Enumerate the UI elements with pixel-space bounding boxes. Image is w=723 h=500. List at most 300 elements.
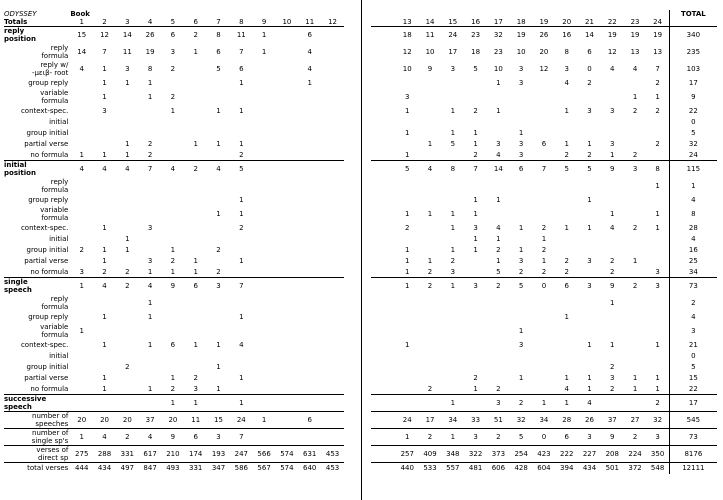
- row-total: 103: [669, 61, 717, 78]
- data-cell: 1: [216, 341, 221, 349]
- data-cell: 9: [601, 278, 624, 295]
- data-cell: [533, 128, 556, 139]
- data-cell: 2: [147, 150, 153, 159]
- data-cell: [116, 128, 139, 139]
- data-cell: [555, 245, 578, 256]
- data-cell: [578, 351, 601, 362]
- header-blank: [139, 10, 162, 18]
- data-cell: 2: [564, 257, 569, 265]
- data-cell: [646, 245, 669, 256]
- data-cell: [321, 429, 344, 446]
- data-cell: 2: [170, 93, 176, 101]
- data-cell: [601, 128, 624, 139]
- spacer-cell: [371, 463, 396, 474]
- data-cell: [510, 362, 533, 373]
- table-row: [371, 61, 717, 78]
- data-cell: [321, 117, 344, 128]
- data-cell: [93, 128, 116, 139]
- data-cell: 9: [601, 429, 624, 446]
- data-cell: [646, 256, 669, 267]
- data-cell: [419, 178, 442, 195]
- data-cell: [321, 256, 344, 267]
- data-cell: 6: [184, 278, 207, 295]
- data-cell: [207, 128, 230, 139]
- data-cell: [184, 89, 207, 106]
- row-label: no formula: [30, 267, 69, 276]
- data-cell: 1: [253, 27, 276, 44]
- data-cell: [298, 128, 321, 139]
- data-cell: [510, 312, 533, 323]
- data-cell: 2: [655, 107, 660, 115]
- data-cell: 372: [624, 463, 647, 474]
- data-cell: [396, 195, 419, 206]
- data-cell: 1: [253, 412, 276, 429]
- data-cell: [116, 340, 139, 351]
- header-blank: [624, 10, 647, 18]
- data-cell: [555, 206, 578, 223]
- data-cell: 37: [139, 412, 162, 429]
- data-cell: [601, 178, 624, 195]
- data-cell: 2: [564, 267, 569, 276]
- data-cell: 3: [487, 395, 510, 412]
- data-cell: 1: [102, 65, 107, 73]
- data-cell: [533, 106, 556, 117]
- data-cell: [70, 139, 93, 150]
- data-cell: [276, 295, 299, 312]
- totals-label: Totals: [4, 18, 28, 26]
- data-cell: 2: [79, 246, 84, 254]
- data-cell: [162, 178, 185, 195]
- data-cell: [70, 351, 93, 362]
- data-cell: 1: [655, 93, 660, 101]
- data-cell: [321, 78, 344, 89]
- data-cell: [419, 245, 442, 256]
- data-cell: 617: [139, 446, 162, 463]
- book-number: 12: [328, 18, 337, 26]
- row-total: 25: [669, 256, 717, 267]
- row-total: 21: [669, 340, 717, 351]
- data-cell: [276, 117, 299, 128]
- data-cell: 1: [162, 395, 185, 412]
- table-row: [4, 267, 344, 278]
- data-cell: 6: [555, 278, 578, 295]
- data-cell: 3: [578, 278, 601, 295]
- data-cell: [162, 195, 185, 206]
- spacer-cell: [371, 44, 396, 61]
- row-label: group reply: [28, 196, 69, 204]
- header-blank: [533, 10, 556, 18]
- data-cell: [276, 245, 299, 256]
- data-cell: [624, 312, 647, 323]
- data-cell: [253, 384, 276, 395]
- data-cell: [116, 256, 139, 267]
- data-cell: [601, 234, 624, 245]
- data-cell: [578, 89, 601, 106]
- data-cell: 1: [102, 246, 107, 254]
- data-cell: 7: [139, 161, 162, 178]
- data-cell: 1: [496, 79, 501, 87]
- data-cell: 1: [147, 267, 153, 276]
- table-row: [371, 150, 717, 161]
- data-cell: 1: [193, 341, 198, 349]
- data-cell: [441, 178, 464, 195]
- data-cell: 16: [555, 27, 578, 44]
- data-cell: [230, 117, 253, 128]
- data-cell: [487, 178, 510, 195]
- data-cell: [441, 234, 464, 245]
- table-row: [371, 89, 717, 106]
- data-cell: 7: [239, 48, 244, 56]
- data-cell: [578, 206, 601, 223]
- data-cell: 11: [122, 48, 132, 56]
- data-cell: [487, 312, 510, 323]
- row-total: 17: [669, 395, 717, 412]
- data-cell: 1: [441, 395, 464, 412]
- data-cell: 373: [487, 446, 510, 463]
- data-cell: 409: [419, 446, 442, 463]
- table-row: [4, 44, 344, 61]
- data-cell: 51: [487, 412, 510, 429]
- data-cell: 1: [261, 48, 267, 56]
- data-cell: 3: [518, 341, 524, 349]
- data-cell: 10: [402, 65, 412, 73]
- row-total: 0: [669, 117, 717, 128]
- data-cell: [321, 106, 344, 117]
- data-cell: [276, 106, 299, 117]
- data-cell: [276, 78, 299, 89]
- row-label: variable formula: [40, 206, 69, 222]
- data-cell: [321, 295, 344, 312]
- header-blank: [93, 10, 116, 18]
- data-cell: 4: [139, 278, 162, 295]
- data-cell: 8: [646, 161, 669, 178]
- data-cell: 6: [555, 429, 578, 446]
- data-cell: [321, 61, 344, 78]
- data-cell: [93, 362, 116, 373]
- data-cell: [276, 429, 299, 446]
- spacer-cell: [371, 384, 396, 395]
- data-cell: 3: [518, 140, 524, 148]
- data-cell: [441, 373, 464, 384]
- table-row: [371, 395, 717, 412]
- data-cell: [139, 351, 162, 362]
- header-blank: [601, 10, 624, 18]
- data-cell: 14: [116, 27, 139, 44]
- row-total: 73: [669, 429, 717, 446]
- data-cell: [441, 340, 464, 351]
- spacer-cell: [371, 139, 396, 150]
- row-total: 9: [669, 89, 717, 106]
- data-cell: 1: [564, 374, 569, 382]
- table-row: [371, 234, 717, 245]
- data-cell: [184, 106, 207, 117]
- data-cell: [230, 267, 253, 278]
- data-cell: [93, 117, 116, 128]
- data-cell: [601, 351, 624, 362]
- data-cell: [646, 362, 669, 373]
- data-cell: 557: [441, 463, 464, 474]
- data-cell: 34: [533, 412, 556, 429]
- data-cell: 1: [655, 182, 660, 190]
- book-number: 21: [585, 18, 594, 26]
- data-cell: 7: [464, 161, 487, 178]
- data-cell: 1: [102, 341, 107, 349]
- row-total: 73: [669, 278, 717, 295]
- data-cell: [533, 295, 556, 312]
- data-cell: 1: [450, 246, 456, 254]
- data-cell: 1: [102, 384, 107, 393]
- data-cell: [298, 195, 321, 206]
- book-number: 5: [170, 18, 176, 26]
- data-cell: 548: [646, 463, 669, 474]
- data-cell: [207, 195, 230, 206]
- data-cell: 4: [610, 224, 615, 232]
- table-row: [371, 128, 717, 139]
- data-cell: [93, 351, 116, 362]
- data-cell: 1: [79, 150, 84, 159]
- data-cell: [510, 234, 533, 245]
- data-cell: [510, 295, 533, 312]
- data-cell: [464, 395, 487, 412]
- header-blank: [321, 10, 344, 18]
- data-cell: 1: [587, 374, 592, 382]
- book-number: 23: [630, 18, 640, 26]
- table-row: [371, 161, 717, 178]
- table-row: [371, 206, 717, 223]
- book-label: Book: [70, 10, 90, 18]
- data-cell: 1: [518, 246, 524, 254]
- data-cell: [419, 340, 442, 351]
- data-cell: [139, 395, 162, 412]
- data-cell: [321, 312, 344, 323]
- data-cell: 5: [230, 161, 253, 178]
- data-cell: 18: [396, 27, 419, 44]
- row-label: partial verse: [24, 374, 69, 382]
- book-number: 19: [539, 18, 549, 26]
- data-cell: 847: [139, 463, 162, 474]
- header-blank: [116, 10, 139, 18]
- data-cell: [139, 195, 162, 206]
- data-cell: 27: [624, 412, 647, 429]
- data-cell: [298, 89, 321, 106]
- data-cell: [276, 362, 299, 373]
- data-cell: 20: [70, 412, 93, 429]
- table-row: [371, 429, 717, 446]
- data-cell: [510, 178, 533, 195]
- data-cell: 1: [307, 79, 312, 87]
- data-cell: 5: [496, 267, 501, 276]
- data-cell: [207, 351, 230, 362]
- data-cell: 6: [298, 27, 321, 44]
- data-cell: [321, 362, 344, 373]
- data-cell: 1: [655, 341, 660, 349]
- row-total: 12111: [669, 463, 717, 474]
- data-cell: 4: [307, 65, 312, 73]
- data-cell: 3: [193, 384, 198, 393]
- row-label: initial position: [4, 161, 70, 178]
- header-blank: [464, 10, 487, 18]
- row-label: reply position: [4, 27, 70, 44]
- data-cell: [321, 340, 344, 351]
- table-title: ODYSSEY: [4, 10, 37, 18]
- data-cell: [230, 89, 253, 106]
- data-cell: 1: [587, 224, 592, 232]
- data-cell: 24: [230, 412, 253, 429]
- data-cell: 2: [216, 246, 221, 254]
- data-cell: [70, 384, 93, 395]
- data-cell: 1: [518, 129, 524, 137]
- data-cell: [298, 312, 321, 323]
- data-cell: [578, 245, 601, 256]
- data-cell: [184, 295, 207, 312]
- data-cell: 1: [239, 374, 244, 382]
- data-cell: 20: [162, 412, 185, 429]
- data-cell: 3: [518, 65, 524, 73]
- data-cell: 8: [564, 48, 569, 56]
- data-cell: 6: [510, 161, 533, 178]
- data-cell: [533, 178, 556, 195]
- data-cell: [601, 395, 624, 412]
- data-cell: [533, 195, 556, 206]
- data-cell: [298, 384, 321, 395]
- data-cell: [184, 178, 207, 195]
- data-cell: [646, 234, 669, 245]
- data-cell: [93, 323, 116, 340]
- data-cell: 423: [533, 446, 556, 463]
- table-row: [371, 340, 717, 351]
- spacer-cell: [371, 128, 396, 139]
- table-row: [4, 312, 344, 323]
- row-label: initial: [49, 118, 69, 126]
- data-cell: [419, 150, 442, 161]
- data-cell: [624, 195, 647, 206]
- data-cell: [624, 267, 647, 278]
- data-cell: [139, 128, 162, 139]
- data-cell: 6: [541, 140, 547, 148]
- header-blank: [298, 10, 321, 18]
- data-cell: 3: [207, 429, 230, 446]
- data-cell: [253, 323, 276, 340]
- header-blank: [669, 18, 717, 27]
- data-cell: [139, 234, 162, 245]
- data-cell: 10: [516, 48, 526, 56]
- book-number: 17: [493, 18, 503, 26]
- data-cell: [601, 195, 624, 206]
- data-cell: [93, 206, 116, 223]
- data-cell: [70, 195, 93, 206]
- data-cell: 2: [610, 267, 615, 276]
- data-cell: [624, 78, 647, 89]
- data-cell: 1: [405, 150, 410, 159]
- data-cell: [419, 312, 442, 323]
- data-cell: 7: [655, 65, 660, 73]
- data-cell: 1: [450, 129, 456, 137]
- spacer-cell: [371, 27, 396, 44]
- data-cell: [298, 117, 321, 128]
- data-cell: [321, 373, 344, 384]
- data-cell: [139, 362, 162, 373]
- data-cell: 4: [578, 395, 601, 412]
- data-cell: 1: [230, 395, 253, 412]
- data-cell: 9: [162, 429, 185, 446]
- data-cell: [441, 351, 464, 362]
- data-cell: 208: [601, 446, 624, 463]
- data-cell: [184, 61, 207, 78]
- data-cell: 222: [555, 446, 578, 463]
- data-cell: [139, 373, 162, 384]
- data-cell: 3: [610, 140, 615, 148]
- data-cell: [230, 384, 253, 395]
- data-cell: [139, 106, 162, 117]
- data-cell: [298, 223, 321, 234]
- data-cell: 5: [510, 429, 533, 446]
- data-cell: [646, 295, 669, 312]
- data-cell: [533, 323, 556, 340]
- data-cell: 1: [102, 93, 107, 101]
- data-cell: [184, 223, 207, 234]
- row-label: verses of direct sp: [4, 446, 70, 463]
- row-total: 4: [669, 234, 717, 245]
- data-cell: [487, 117, 510, 128]
- data-cell: 2: [170, 384, 176, 393]
- row-label: group initial: [26, 363, 69, 371]
- book-number: 11: [305, 18, 315, 26]
- data-cell: 1: [396, 278, 419, 295]
- data-cell: 227: [578, 446, 601, 463]
- data-cell: [207, 178, 230, 195]
- data-cell: 1: [239, 79, 244, 87]
- spacer-cell: [371, 234, 396, 245]
- data-cell: [276, 195, 299, 206]
- data-cell: [441, 362, 464, 373]
- data-cell: 7: [102, 48, 107, 56]
- data-cell: [253, 278, 276, 295]
- data-cell: 8: [147, 65, 153, 73]
- row-label: total verses: [4, 463, 70, 474]
- data-cell: [441, 150, 464, 161]
- data-cell: 13: [630, 48, 640, 56]
- data-cell: [396, 178, 419, 195]
- data-cell: 4: [496, 150, 501, 159]
- data-cell: [70, 223, 93, 234]
- data-cell: [396, 395, 419, 412]
- data-cell: [116, 206, 139, 223]
- data-cell: [510, 384, 533, 395]
- data-cell: 606: [487, 463, 510, 474]
- data-cell: [70, 373, 93, 384]
- data-cell: [321, 89, 344, 106]
- data-cell: [253, 245, 276, 256]
- data-cell: 4: [610, 65, 615, 73]
- data-cell: 23: [493, 48, 503, 56]
- spacer-cell: [371, 373, 396, 384]
- data-cell: [70, 312, 93, 323]
- data-cell: 1: [216, 107, 221, 115]
- data-cell: [321, 139, 344, 150]
- data-cell: [207, 323, 230, 340]
- data-cell: [464, 362, 487, 373]
- data-cell: 574: [276, 446, 299, 463]
- row-total: 340: [669, 27, 717, 44]
- data-cell: [70, 395, 93, 412]
- data-cell: [253, 362, 276, 373]
- data-cell: 4: [139, 429, 162, 446]
- spacer-cell: [371, 312, 396, 323]
- data-cell: [396, 351, 419, 362]
- data-cell: 493: [162, 463, 185, 474]
- data-cell: [646, 128, 669, 139]
- data-cell: [601, 312, 624, 323]
